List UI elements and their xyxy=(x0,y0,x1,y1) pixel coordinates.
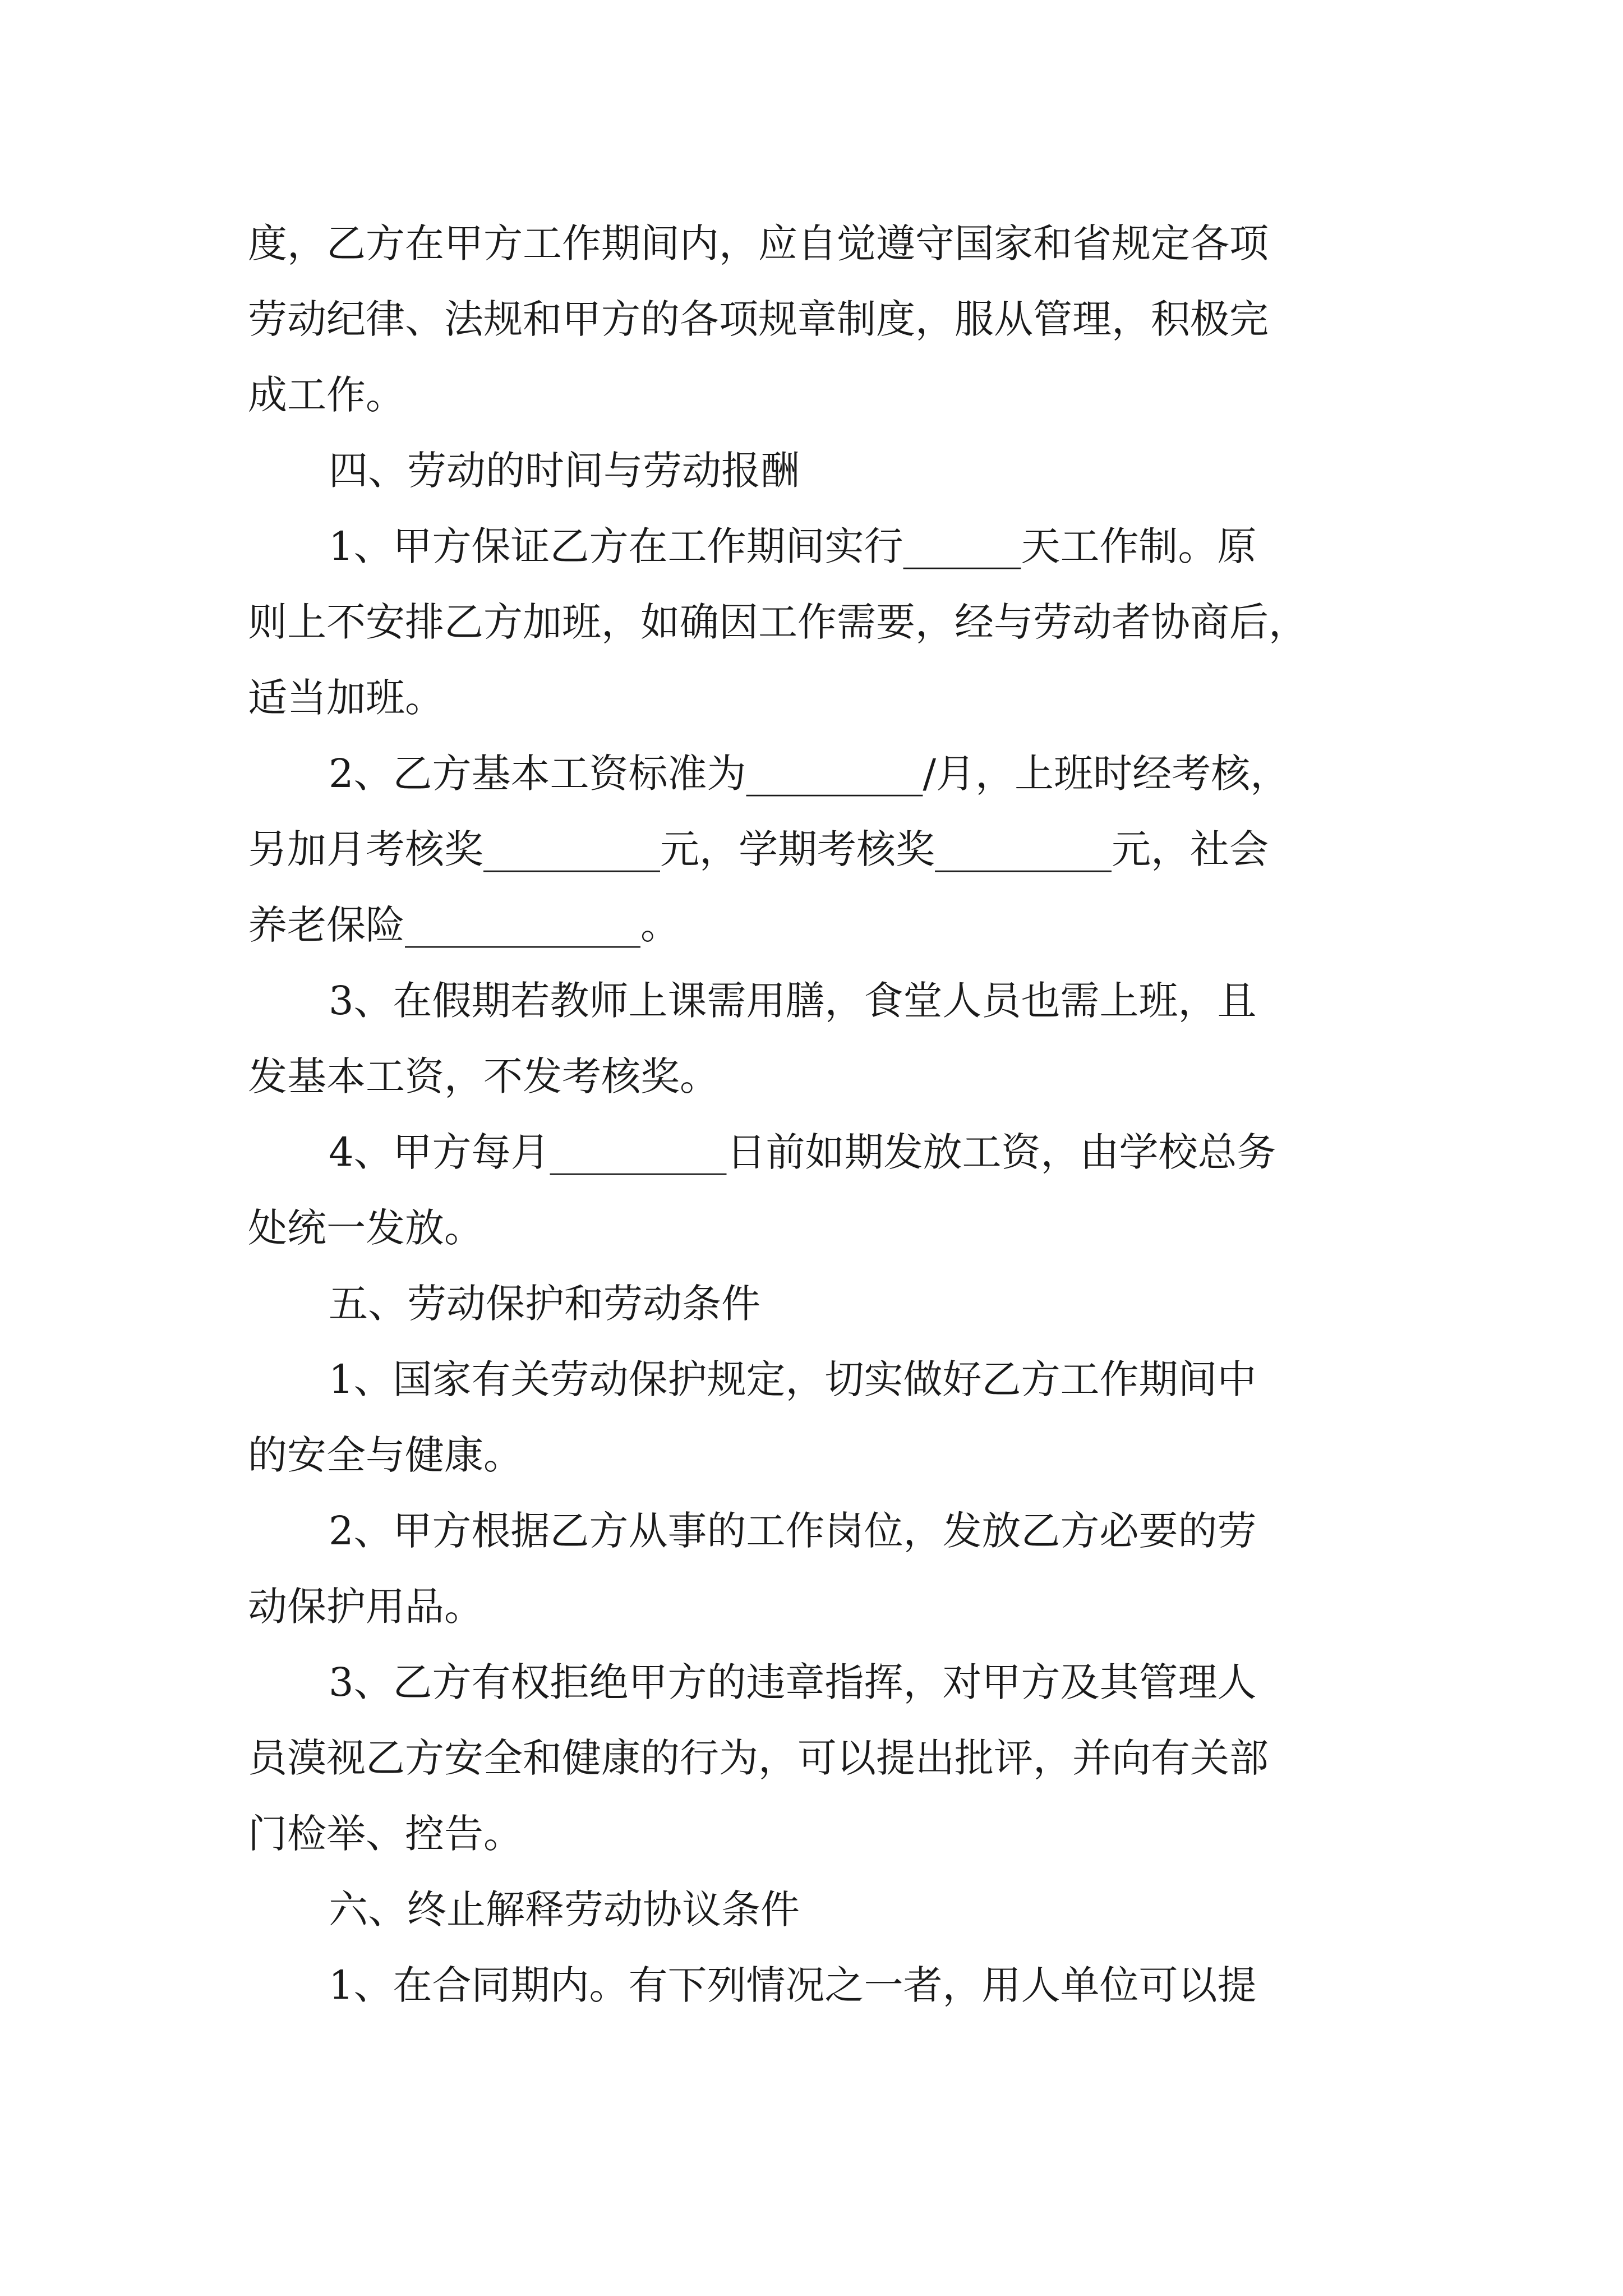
text-line: 3、在假期若教师上课需用膳，食堂人员也需上班，且 xyxy=(329,978,1257,1024)
text-line: 门检举、控告。 xyxy=(248,1811,523,1857)
text-line: 员漠视乙方安全和健康的行为，可以提出批评，并向有关部 xyxy=(248,1735,1269,1781)
text-line: 的安全与健康。 xyxy=(248,1432,523,1478)
text-line: 动保护用品。 xyxy=(248,1584,483,1630)
text-line: 1、在合同期内。有下列情况之一者，用人单位可以提 xyxy=(329,1962,1257,2008)
text-line: 度，乙方在甲方工作期间内，应自觉遵守国家和省规定各项 xyxy=(248,220,1269,266)
text-line: 劳动纪律、法规和甲方的各项规章制度，服从管理，积极完 xyxy=(248,296,1269,342)
text-line: 成工作。 xyxy=(248,372,405,418)
text-line: 处统一发放。 xyxy=(248,1205,483,1251)
text-line: 发基本工资，不发考核奖。 xyxy=(248,1053,719,1099)
text-line: 适当加班。 xyxy=(248,675,444,721)
text-line: 养老保险____________。 xyxy=(248,902,680,948)
text-line: 1、甲方保证乙方在工作期间实行______天工作制。原 xyxy=(329,523,1257,569)
text-line: 则上不安排乙方加班，如确因工作需要，经与劳动者协商后， xyxy=(248,599,1308,645)
section-heading: 五、劳动保护和劳动条件 xyxy=(329,1281,760,1327)
text-line: 4、甲方每月_________日前如期发放工资，由学校总务 xyxy=(329,1129,1276,1175)
text-line: 3、乙方有权拒绝甲方的违章指挥，对甲方及其管理人 xyxy=(329,1659,1257,1705)
section-heading: 六、终止解释劳动协议条件 xyxy=(329,1887,800,1932)
text-line: 2、甲方根据乙方从事的工作岗位，发放乙方必要的劳 xyxy=(329,1508,1257,1554)
section-heading: 四、劳动的时间与劳动报酬 xyxy=(329,448,800,494)
text-line: 2、乙方基本工资标准为_________/月，上班时经考核， xyxy=(329,751,1290,797)
text-line: 1、国家有关劳动保护规定，切实做好乙方工作期间中 xyxy=(329,1356,1257,1402)
text-line: 另加月考核奖_________元，学期考核奖_________元，社会 xyxy=(248,826,1269,872)
